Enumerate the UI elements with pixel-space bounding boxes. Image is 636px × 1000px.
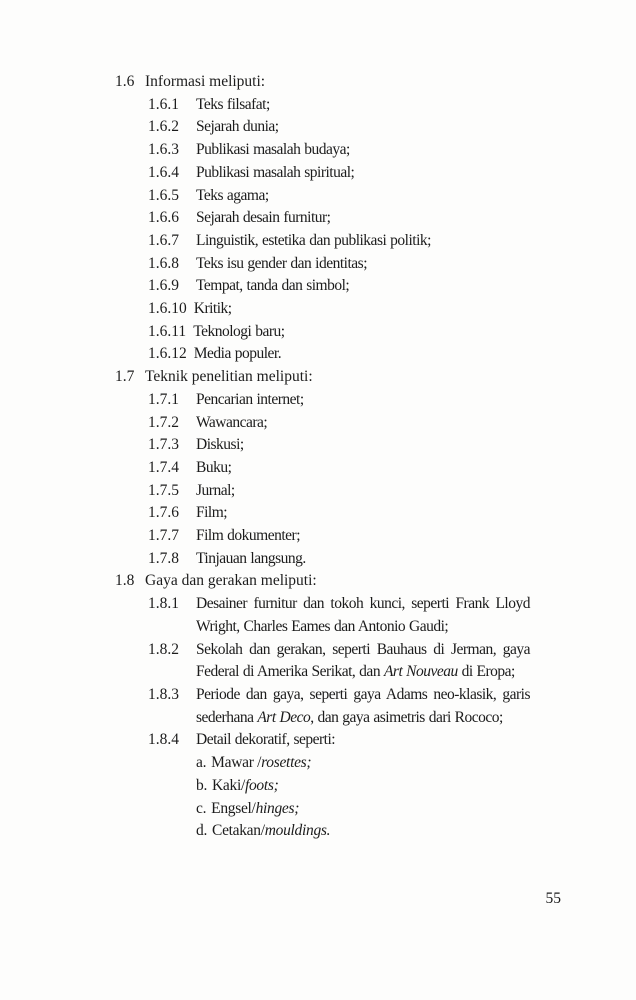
item-number: 1.7.7 bbox=[148, 527, 179, 545]
item-number: 1.7.1 bbox=[148, 390, 179, 408]
section-heading bbox=[115, 366, 530, 389]
list-item bbox=[148, 162, 530, 185]
item-text: Desainer furnitur dan tokoh kunci, seperti Frank Lloyd Wright, Charles Eames dan Antonio Gaudi; bbox=[196, 595, 530, 635]
list-item bbox=[148, 230, 530, 253]
section-number: 1.6 bbox=[115, 73, 135, 90]
list-item bbox=[148, 525, 530, 548]
item-number: 1.7.2 bbox=[148, 413, 179, 431]
item-number: 1.6.11 bbox=[148, 322, 187, 340]
item-number: 1.6.10 bbox=[148, 300, 187, 318]
item-number: 1.6.12 bbox=[148, 345, 187, 363]
section-title: Teknik penelitian meliputi: bbox=[145, 368, 313, 386]
item-text: Tinjauan langsung. bbox=[196, 549, 306, 567]
list-item bbox=[148, 298, 530, 321]
list-item bbox=[148, 729, 530, 752]
page-number: 55 bbox=[545, 890, 561, 907]
item-text: Film dokumenter; bbox=[196, 527, 301, 545]
section-number: 1.7 bbox=[115, 368, 135, 386]
list-item bbox=[148, 502, 530, 525]
item-text: Publikasi masalah spiritual; bbox=[196, 163, 355, 181]
item-text: Teks filsafat; bbox=[196, 95, 270, 113]
item-number: 1.6.5 bbox=[148, 186, 179, 204]
item-text: Sejarah dunia; bbox=[196, 118, 279, 136]
sub-item bbox=[196, 752, 530, 775]
item-number: 1.7.6 bbox=[148, 504, 179, 522]
item-text: Publikasi masalah budaya; bbox=[196, 141, 350, 159]
item-text: Diskusi; bbox=[196, 436, 244, 454]
list-item bbox=[148, 94, 530, 117]
sub-item bbox=[196, 775, 530, 798]
list-item bbox=[148, 412, 530, 435]
sub-item-label: c. bbox=[196, 799, 207, 817]
sub-item-label: b. bbox=[196, 776, 208, 794]
item-number: 1.6.8 bbox=[148, 254, 179, 272]
item-number: 1.7.5 bbox=[148, 481, 179, 499]
list-item bbox=[148, 639, 530, 684]
italic-text: hinges; bbox=[255, 799, 300, 817]
sub-item-text: Kaki/foots; bbox=[212, 776, 279, 794]
item-text: Teknologi baru; bbox=[193, 322, 285, 340]
item-text: Wawancara; bbox=[196, 413, 268, 431]
item-text: Detail dekoratif, seperti: bbox=[196, 731, 336, 749]
list-item bbox=[148, 389, 530, 412]
sub-item bbox=[196, 798, 530, 821]
item-text: Film; bbox=[196, 504, 228, 522]
list-item bbox=[148, 343, 530, 366]
list-item bbox=[148, 321, 530, 344]
item-number: 1.6.1 bbox=[148, 95, 179, 113]
sub-item-label: d. bbox=[196, 822, 208, 840]
section-title: Gaya dan gerakan meliputi: bbox=[145, 572, 317, 590]
item-number: 1.8.4 bbox=[148, 731, 179, 749]
item-text: Teks agama; bbox=[196, 186, 269, 204]
section-heading bbox=[115, 570, 530, 593]
list-item bbox=[148, 480, 530, 503]
list-item bbox=[148, 434, 530, 457]
item-text: Sejarah desain furnitur; bbox=[196, 209, 331, 227]
item-text: Kritik; bbox=[193, 300, 232, 318]
item-number: 1.6.9 bbox=[148, 277, 179, 295]
section-title: Informasi meliputi: bbox=[145, 73, 266, 90]
item-text: Teks isu gender dan identitas; bbox=[196, 254, 368, 272]
list-item bbox=[148, 275, 530, 298]
item-number: 1.8.1 bbox=[148, 595, 179, 613]
sub-item-text: Mawar /rosettes; bbox=[211, 754, 312, 772]
list-item bbox=[148, 185, 530, 208]
item-text: Sekolah dan gerakan, seperti Bauhaus di Jerman, gaya Federal di Amerika Serikat, dan Art Nouveau di Eropa; bbox=[196, 640, 530, 681]
list-item bbox=[148, 207, 530, 230]
list-item bbox=[148, 593, 530, 638]
item-text: Periode dan gaya, seperti gaya Adams neo-klasik, garis sederhana Art Deco, dan gaya asimetris dari Rococo; bbox=[196, 685, 530, 726]
italic-text: foots; bbox=[244, 776, 279, 794]
list-item bbox=[148, 139, 530, 162]
item-number: 1.8.2 bbox=[148, 640, 179, 658]
item-number: 1.7.8 bbox=[148, 549, 179, 567]
item-number: 1.6.2 bbox=[148, 118, 179, 136]
item-text: Pencarian internet; bbox=[196, 390, 304, 408]
sub-item-label: a. bbox=[196, 754, 207, 772]
item-text: Linguistik, estetika dan publikasi politik; bbox=[196, 231, 431, 249]
italic-text: rosettes; bbox=[261, 754, 312, 772]
sub-item bbox=[196, 820, 530, 843]
sub-item-text: Cetakan/mouldings. bbox=[212, 822, 331, 840]
item-number: 1.7.4 bbox=[148, 458, 179, 476]
italic-text: Art Nouveau bbox=[383, 663, 458, 681]
item-number: 1.8.3 bbox=[148, 685, 179, 703]
list-item bbox=[148, 457, 530, 480]
item-number: 1.6.3 bbox=[148, 141, 179, 159]
italic-text: mouldings. bbox=[264, 822, 331, 840]
list-item bbox=[148, 684, 530, 729]
section-heading bbox=[115, 71, 530, 94]
item-number: 1.6.4 bbox=[148, 163, 179, 181]
item-number: 1.7.3 bbox=[148, 436, 179, 454]
item-text: Media populer. bbox=[193, 345, 282, 363]
italic-text: Art Deco bbox=[257, 708, 311, 726]
item-text: Tempat, tanda dan simbol; bbox=[196, 277, 350, 295]
item-text: Buku; bbox=[196, 458, 232, 476]
list-item bbox=[148, 253, 530, 276]
item-number: 1.6.7 bbox=[148, 231, 179, 249]
list-item bbox=[148, 548, 530, 571]
section-number: 1.8 bbox=[115, 572, 135, 590]
item-number: 1.6.6 bbox=[148, 209, 179, 227]
list-item bbox=[148, 116, 530, 139]
item-text: Jurnal; bbox=[196, 481, 235, 499]
sub-item-text: Engsel/hinges; bbox=[211, 799, 300, 817]
